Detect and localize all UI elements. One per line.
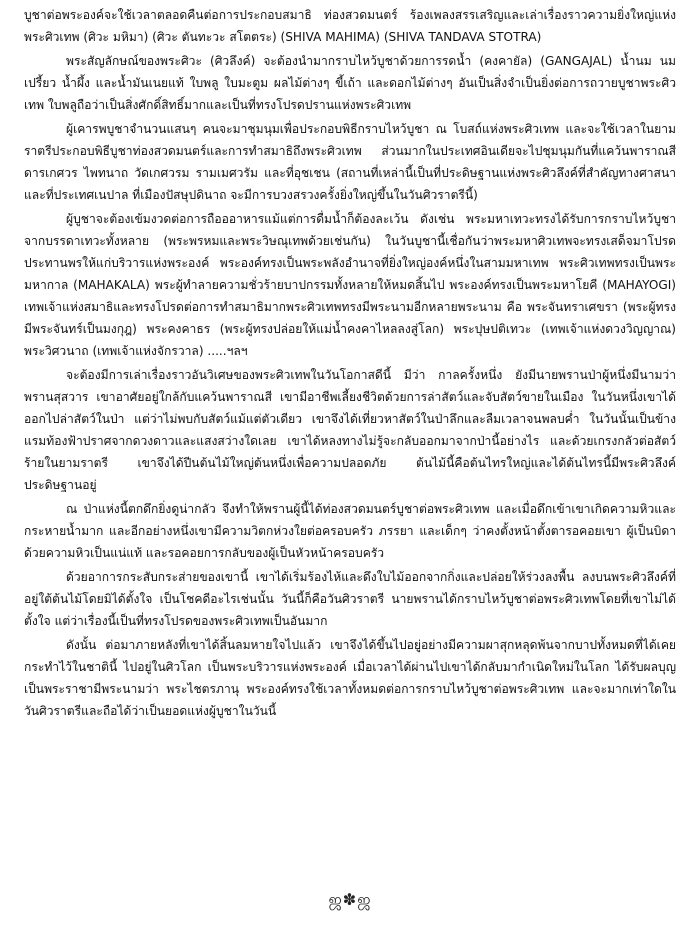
paragraph-7: ด้วยอาการกระสับกระส่ายของเขานี้ เขาได้เริ่มร้องไห้และดึงใบไม้ออกจากกิ่งและปล่อยให้ร่วงลงพื้น ลงบนพระศิวลึงค์ที่อยู่ใต้ต้นไม้โดยมิได้ตั้งใจ เป็นโชคดีอะไรเช่นนั้น วันนี้ก็คือวันศิวราตรี นายพรานได้กราบไหว้บูชาต่อพระศิวเทพโดยที่เขาไม่ได้ตั้งใจ แต่ว่าเรื่องนี้เป็นที่ทรงโปรดของพระศิวเทพเป็นอันมาก xyxy=(24,570,676,628)
paragraph-5: จะต้องมีการเล่าเรื่องราวอันวิเศษของพระศิวเทพในวันโอกาสดีนี้ มีว่า กาลครั้งหนึ่ง ยังมีนายพรานป่าผู้หนึ่งมีนามว่า พรานสุสวาร เขาอาศัยอยู่ใกล้กับแคว้นพาราณสี เขามีอาชีพเลี้ยงชีวิตด้วยการล่าสัตว์และจับสัตว์ขายในเมือง ในวันหนึ่งเขาได้ออกไปล่าสัตว์ในป่า แต่ว่าไม่พบกับสัตว์แม้แต่ตัวเดียว เขาจึงได้เที่ยวหาสัตว์ในป่าลึกและลืมเวลาจนพลบค่ำ ในวันนั้นเป็นข้างแรมท้องฟ้าปราศจากดวงดาวและแสงสว่างใดเลย เขาได้หลงทางไม่รู้จะกลับออกมาจากป่านี้อย่างไร และด้วยเกรงกลัวต่อสัตว์ร้ายในยามราตรี เขาจึงได้ปีนต้นไม้ใหญ่ต้นหนึ่งเพื่อความปลอดภัย ต้นไม้นี้คือต้นไทรใหญ่และได้ต้นไทรนี้มีพระศิวลึงค์ประดิษฐานอยู่ xyxy=(24,368,676,492)
paragraph-2: พระสัญลักษณ์ของพระศิวะ (ศิวลึงค์) จะต้องนำมากราบไหว้บูชาด้วยการรดน้ำ (คงคายัล) (GANGAJAL) น้ำนม นมเปรี้ยว น้ำผึ้ง และน้ำมันเนยแท้ ใบพลู ใบมะตูม ผลไม้ต่างๆ ขี้เถ้า และดอกไม้ต่างๆ อันเป็นสิ่งจำเป็นยิ่งต่อการถวายบูชาพระศิวเทพ ใบพลูถือว่าเป็นสิ่งศักดิ์สิทธิ์มากและเป็นที่ทรงโปรดปรานแห่งพระศิวเทพ xyxy=(24,54,676,112)
paragraph-1: บูชาต่อพระองค์จะใช้เวลาตลอดคืนต่อการประกอบสมาธิ ท่องสวดมนตร์ ร้องเพลงสรรเสริญและเล่าเรื่องราวความยิ่งใหญ่แห่งพระศิวเทพ (ศิวะ มหิมา) (ศิวะ ตันทะวะ สโตตระ) (SHIVA MAHIMA) (SHIVA TANDAVA STOTRA) xyxy=(24,8,676,44)
paragraph-8: ดังนั้น ต่อมาภายหลังที่เขาได้สิ้นลมหายใจไปแล้ว เขาจึงได้ขึ้นไปอยู่อย่างมีความผาสุกหลุดพ้นจากบาปทั้งหมดที่ได้เคยกระทำไว้ในชาตินี้ ไปอยู่ในศิวโลก เป็นพระบริวารแห่งพระองค์ เมื่อเวลาได้ผ่านไปเขาได้กลับมากำเนิดใหม่ในโลก ได้รับผลบุญเป็นพระราชามีพระนามว่า พระไชตรภานุ พระองค์ทรงใช้เวลาทั้งหมดต่อการกราบไหว้บูชาต่อพระศิวเทพ และจะมากเท่าใดในวันศิวราตรีและถือได้ว่าเป็นยอดแห่งผู้บูชาในวันนี้ xyxy=(24,638,676,718)
footer-ornament: ஜ✽ஜ xyxy=(328,890,372,909)
paragraph-4: ผู้บูชาจะต้องเข้มงวดต่อการถือออาหารแม้แต่การดื่มน้ำก็ต้องละเว้น ดังเช่น พระมหาเทวะทรงได้รับการกราบไหว้บูชาจากบรรดาเทวะทั้งหลาย (พระพรหมและพระวิษณุเทพด้วยเช่นกัน) ในวันบูชานี้เชื่อกันว่าพระมหาศิวเทพจะทรงเสด็จมาโปรดประทานพรให้แก่บริวารแห่งพระองค์ พระองค์ทรงเป็นพระพลังอำนาจที่ยิ่งใหญ่องค์หนึ่งในสามมหาเทพ พระศิวเทพทรงเป็นพระมหากาล (MAHAKALA) พระผู้ทำลายความชั่วร้ายบาปกรรมทั้งหลายให้หมดสิ้นไป พระองค์ทรงเป็นพระมหาโยคี (MAHAYOGI) เทพเจ้าแห่งสมาธิและทรงโปรดต่อการทำสมาธิมากพระศิวเทพทรงมีพระนามอีกหลายพระนาม คือ พระจันทราเศขรา (พระผู้ทรงมีพระจันทร์เป็นมงกุฎ) พระคงคาธร (พระผู้ทรงปล่อยให้แม่น้ำคงคาไหลลงสู่โลก) พระปุษปติเทวะ (เทพเจ้าแห่งดวงวิญญาณ) พระวิศวนาถ (เทพเจ้าแห่งจักรวาล) .....ฯลฯ xyxy=(24,212,676,358)
paragraph-6: ณ ป่าแห่งนี้ตกดึกยิ่งดูน่ากลัว จึงทำให้พรานผู้นี้ได้ท่องสวดมนตร์บูชาต่อพระศิวเทพ และเมื่อดึกเข้าเขาเกิดความหิวและกระหายน้ำมาก และอีกอย่างหนึ่งเขามีความวิตกห่วงใยต่อครอบครัว ภรรยา และเด็กๆ ว่าคงตั้งหน้าตั้งตารอคอยเขา ผู้เป็นบิดาด้วยความหิวเป็นแน่แท้ และรอคอยการกลับของผู้เป็นหัวหน้าครอบครัว xyxy=(24,502,676,560)
paragraph-3: ผู้เคารพบูชาจำนวนแสนๆ คนจะมาชุมนุมเพื่อประกอบพิธีกราบไหว้บูชา ณ โบสถ์แห่งพระศิวเทพ และจะใช้เวลาในยามราตรีประกอบพิธีบูชาท่องสวดมนตร์และการทำสมาธิถึงพระศิวเทพ ส่วนมากในประเทศอินเดียจะไปชุมนุมกันที่แคว้นพาราณสี ดารเกศวร ไพทนาถ วัดเกศวรม รามเมศวรัม และที่อุชเชน (สถานที่เหล่านี้เป็นที่ประดิษฐานแห่งพระศิวลึงค์ที่สำคัญทางศาสนา และที่ประเทศเนปาล ที่เมืองปัสษุปดินาถ จะมีการบวงสรวงครั้งยิ่งใหญ่ขึ้นในวันศิวราตรีนี้) xyxy=(24,122,676,202)
